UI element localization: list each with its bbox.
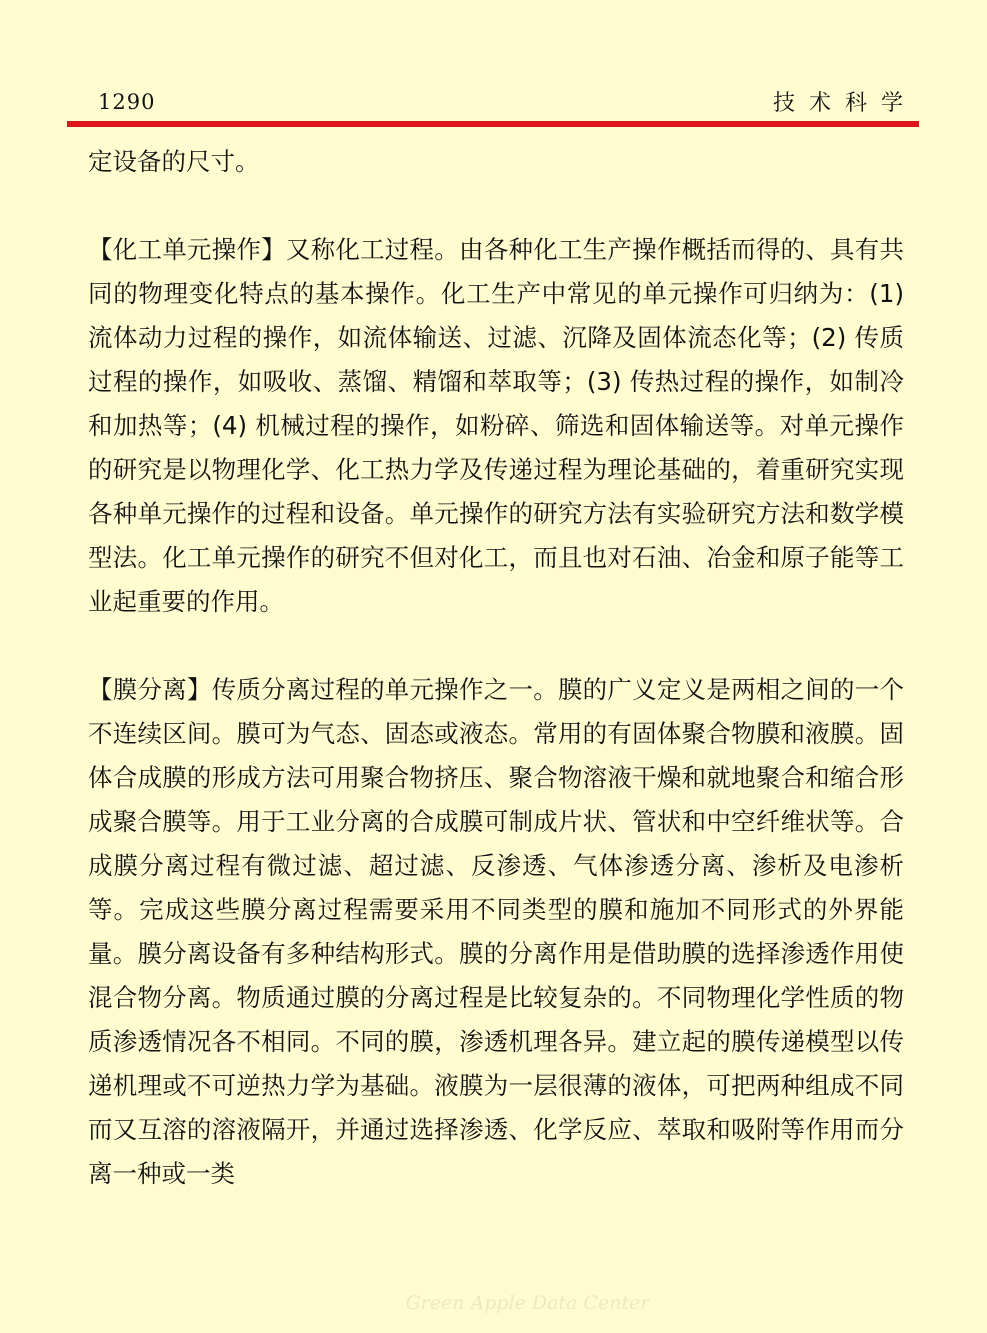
entry-text: 传质分离过程的单元操作之一。膜的广义定义是两相之间的一个不连续区间。膜可为气态、固态或液态。常用的有固体聚合物膜和液膜。固体合成膜的形成方法可用聚合物挤压、聚合物溶液干燥和就地聚合和缩合形成聚合膜等。用于工业分离的合成膜可制成片状、管状和中空纤维状等。合成膜分离过程有微过滤、超过滤、反渗透、气体渗透分离、渗析及电渗析等。完成这些膜分离过程需要采用不同类型的膜和施加不同形式的外界能量。膜分离设备有多种结构形式。膜的分离作用是借助膜的选择渗透作用使混合物分离。物质通过膜的分离过程是比较复杂的。不同物理化学性质的物质渗透情况各不相同。不同的膜，渗透机理各异。建立起的膜传递模型以传递机理或不可逆热力学为基础。液膜为一层很薄的液体，可把两种组成不同而又互溶的溶液隔开，并通过选择渗透、化学反应、萃取和吸附等作用而分离一种或一类 [88, 675, 904, 1188]
continuation-paragraph: 定设备的尺寸。 [88, 147, 260, 176]
page-header [88, 84, 917, 116]
paragraph-gap [88, 184, 904, 228]
entry-text: 又称化工过程。由各种化工生产操作概括而得的、具有共同的物理变化特点的基本操作。化工生产中常见的单元操作可归纳为：(1) 流体动力过程的操作，如流体输送、过滤、沉降及固体流态化等；(2) 传质过程的操作，如吸收、蒸馏、精馏和萃取等；(3) 传热过程的操作，如制冷和加热等；(4) 机械过程的操作，如粉碎、筛选和固体输送等。对单元操作的研究是以物理化学、化工热力学及传递过程为理论基础的，着重研究实现各种单元操作的过程和设备。单元操作的研究方法有实验研究方法和数学模型法。化工单元操作的研究不但对化工，而且也对石油、冶金和原子能等工业起重要的作用。 [88, 235, 904, 616]
watermark: Green Apple Data Center [405, 1292, 650, 1314]
paragraph-gap [88, 624, 904, 668]
header-rule [67, 121, 919, 127]
article-body [88, 140, 904, 1196]
entry-term: 【化工单元操作】 [88, 235, 286, 264]
journal-title: 技术科学 [772, 91, 917, 116]
entry-membrane-separation [88, 668, 904, 1196]
entry-chemical-unit-operation [88, 228, 904, 624]
entry-term: 【膜分离】 [88, 675, 212, 704]
page-number: 1290 [98, 90, 156, 114]
